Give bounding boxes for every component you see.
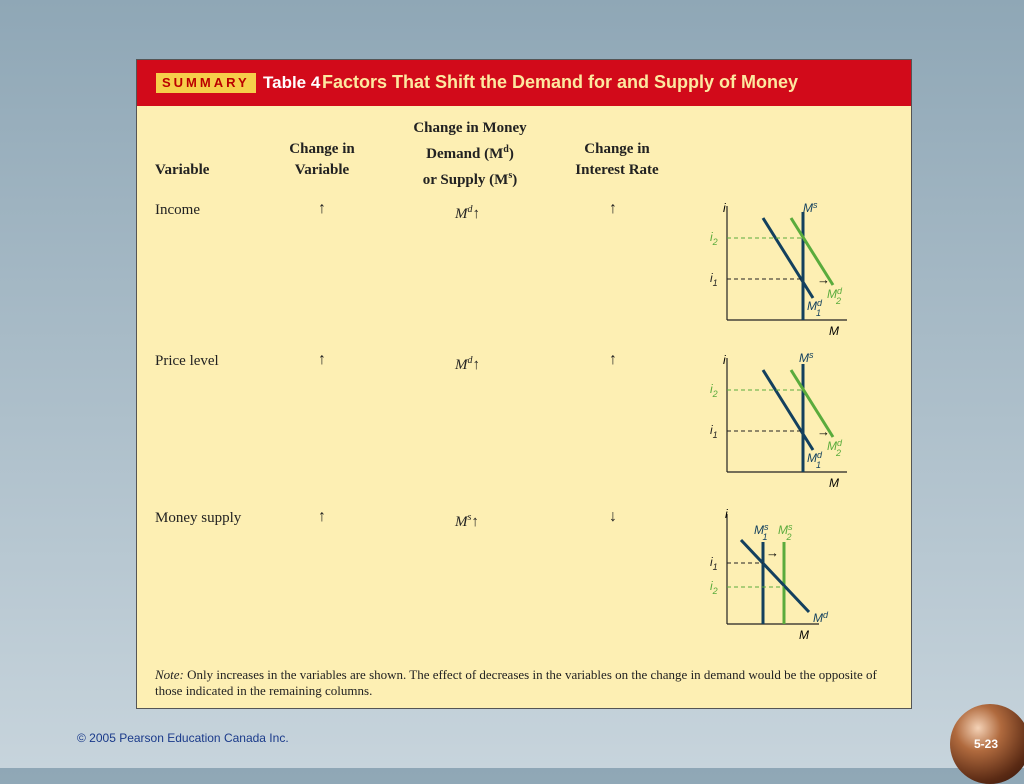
graph-income	[707, 198, 857, 343]
supply-label: $M^s$	[799, 350, 814, 365]
table-banner	[137, 60, 911, 106]
page-number: 5-23	[974, 737, 999, 751]
label-i2: $i_2$	[710, 579, 718, 596]
row-rate-arrow: ↑	[609, 351, 617, 368]
label-md: $M^d$	[813, 610, 829, 625]
demand-line-1	[763, 370, 813, 450]
row-change-arrow: ↑	[318, 508, 326, 525]
row-change-arrow: ↑	[318, 351, 326, 368]
summary-table-panel	[136, 59, 912, 709]
header-change-money: Change in Money Demand $(M^d)$ or Supply $(M^s)$	[413, 120, 527, 188]
row-rate-arrow: ↓	[609, 508, 617, 525]
table-title: Factors That Shift the Demand for and Supply of Money	[322, 72, 799, 92]
shift-arrow: →	[817, 272, 830, 287]
axis-label-i: i	[723, 201, 726, 215]
row-money: $M^d↑$	[455, 355, 480, 373]
row-money: $M^d↑$	[455, 204, 480, 222]
label-ms2: $M^s$ 2	[778, 522, 793, 542]
label-md2: $M^d$ 2	[827, 438, 843, 458]
summary-badge: SUMMARY	[156, 73, 256, 93]
demand-line-1	[763, 218, 813, 298]
axis-label-i: i	[723, 353, 726, 367]
axis-label-m: M	[799, 628, 809, 642]
label-i1: $i_1$	[710, 423, 718, 440]
row-change-arrow: ↑	[318, 200, 326, 217]
header-variable: Variable	[155, 162, 210, 178]
graph-price-level	[707, 350, 857, 495]
label-ms1: $M^s$ 1	[754, 522, 769, 542]
axis-label-m: M	[829, 324, 839, 338]
label-md2: $M^d$ 2	[827, 286, 843, 306]
row-variable: Money supply	[155, 510, 242, 526]
header-change-variable: Change in Variable	[289, 141, 355, 178]
table-note: Note: Only increases in the variables are shown. The effect of decreases in the variables on the change in demand would be the opposite of those indicated in the remaining columns.	[155, 667, 877, 698]
row-variable: Income	[155, 202, 200, 218]
row-money: $M^s↑$	[455, 512, 479, 530]
label-i2: $i_2$	[710, 382, 718, 399]
shift-arrow: →	[817, 424, 830, 439]
copyright-footer: © 2005 Pearson Education Canada Inc.	[77, 731, 289, 745]
row-rate-arrow: ↑	[609, 200, 617, 217]
label-i1: $i_1$	[710, 555, 718, 572]
row-variable: Price level	[155, 353, 219, 369]
label-i1: $i_1$	[710, 271, 718, 288]
graph-money-supply	[707, 504, 857, 649]
table-number: Table 4	[263, 73, 321, 92]
supply-label: $M^s$	[803, 200, 818, 215]
label-md1: $M^d$ 1	[807, 450, 823, 470]
label-md1: $M^d$ 1	[807, 298, 823, 318]
label-i2: $i_2$	[710, 230, 718, 247]
shift-arrow: →	[766, 545, 779, 560]
header-change-rate: Change in Interest Rate	[575, 141, 659, 178]
axis-label-i: i	[725, 507, 728, 521]
axis-label-m: M	[829, 476, 839, 490]
